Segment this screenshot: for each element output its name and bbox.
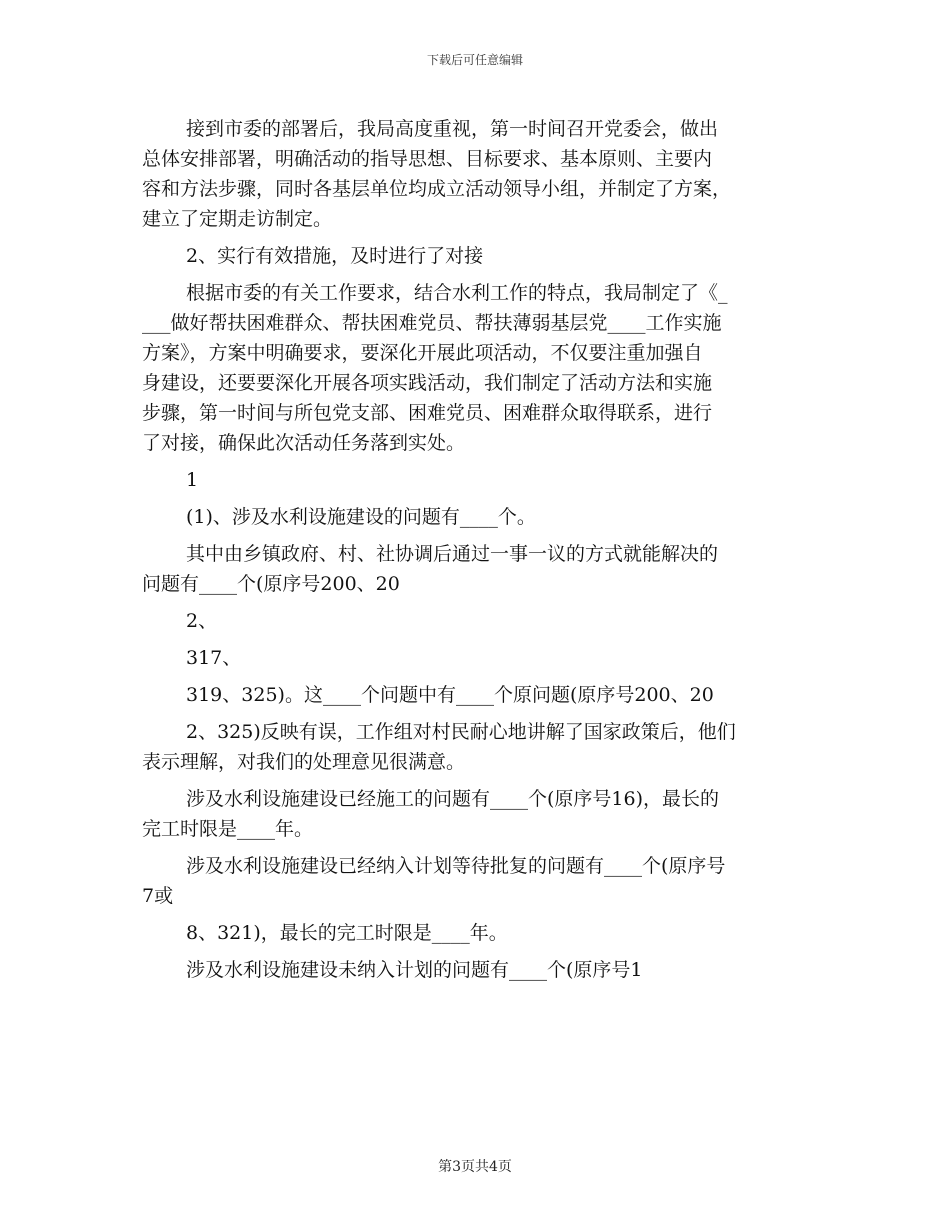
paragraph-line: 2、 <box>186 610 218 632</box>
paragraph-line: 了对接，确保此次活动任务落到实处。 <box>142 432 466 454</box>
paragraph-line: 2、325)反映有误，工作组对村民耐心地讲解了国家政策后，他们 <box>186 721 736 743</box>
paragraph-fragment-317 <box>142 643 810 673</box>
paragraph-line: (1)、涉及水利设施建设的问题有____个。 <box>186 506 536 528</box>
paragraph-line: 根据市委的有关工作要求，结合水利工作的特点，我局制定了《_ <box>186 282 728 304</box>
paragraph-line: 步骤，第一时间与所包党支部、困难党员、困难群众取得联系，进行 <box>142 402 713 424</box>
paragraph-line: 表示理解，对我们的处理意见很满意。 <box>142 751 466 773</box>
paragraph-work-plan <box>142 278 810 458</box>
paragraph-item-1 <box>142 502 810 532</box>
paragraph-line: 涉及水利设施建设未纳入计划的问题有____个(原序号1 <box>186 959 643 981</box>
paragraph-line: 1 <box>186 469 199 491</box>
paragraph-line: 方案》，方案中明确要求，要深化开展此项活动，不仅要注重加强自 <box>142 342 703 364</box>
paragraph-line: 身建设，还要要深化开展各项实践活动，我们制定了活动方法和实施 <box>142 372 713 394</box>
paragraph-under-construction <box>142 784 810 844</box>
paragraph-line: 总体安排部署，明确活动的指导思想、目标要求、基本原则、主要内 <box>142 148 713 170</box>
paragraph-number <box>142 465 810 495</box>
paragraph-deployment <box>142 114 810 234</box>
paragraph-line: 7或 <box>142 885 174 907</box>
paragraph-feedback <box>142 717 810 777</box>
paragraph-coordination <box>142 539 810 599</box>
paragraph-line: ___做好帮扶困难群众、帮扶困难党员、帮扶薄弱基层党____工作实施 <box>142 312 722 334</box>
paragraph-fragment-319 <box>142 680 810 710</box>
paragraph-line: 317、 <box>186 647 242 669</box>
page-footer: 第3页共4页 <box>438 1159 512 1175</box>
paragraph-line: 2、实行有效措施，及时进行了对接 <box>186 245 484 267</box>
paragraph-line: 涉及水利设施建设已经纳入计划等待批复的问题有____个(原序号 <box>186 855 726 877</box>
paragraph-line: 319、325)。这____个问题中有____个原问题(原序号200、20 <box>186 684 714 706</box>
paragraph-line: 其中由乡镇政府、村、社协调后通过一事一议的方式就能解决的 <box>186 543 719 565</box>
paragraph-pending-approval <box>142 851 810 911</box>
paragraph-fragment-2 <box>142 606 810 636</box>
paragraph-line: 涉及水利设施建设已经施工的问题有____个(原序号16)，最长的 <box>186 788 720 810</box>
document-body <box>142 114 810 985</box>
paragraph-line: 8、321)，最长的完工时限是____年。 <box>186 922 508 944</box>
paragraph-line: 问题有____个(原序号200、20 <box>142 573 400 595</box>
section-heading-measures <box>142 241 810 271</box>
paragraph-line: 完工时限是____年。 <box>142 818 314 840</box>
paragraph-not-planned <box>142 955 810 985</box>
page-header: 下载后可任意编辑 <box>426 53 523 67</box>
paragraph-line: 建立了定期走访制定。 <box>142 208 333 230</box>
paragraph-completion-limit <box>142 918 810 948</box>
paragraph-line: 容和方法步骤，同时各基层单位均成立活动领导小组，并制定了方案， <box>142 178 732 200</box>
paragraph-line: 接到市委的部署后，我局高度重视，第一时间召开党委会，做出 <box>186 118 719 140</box>
